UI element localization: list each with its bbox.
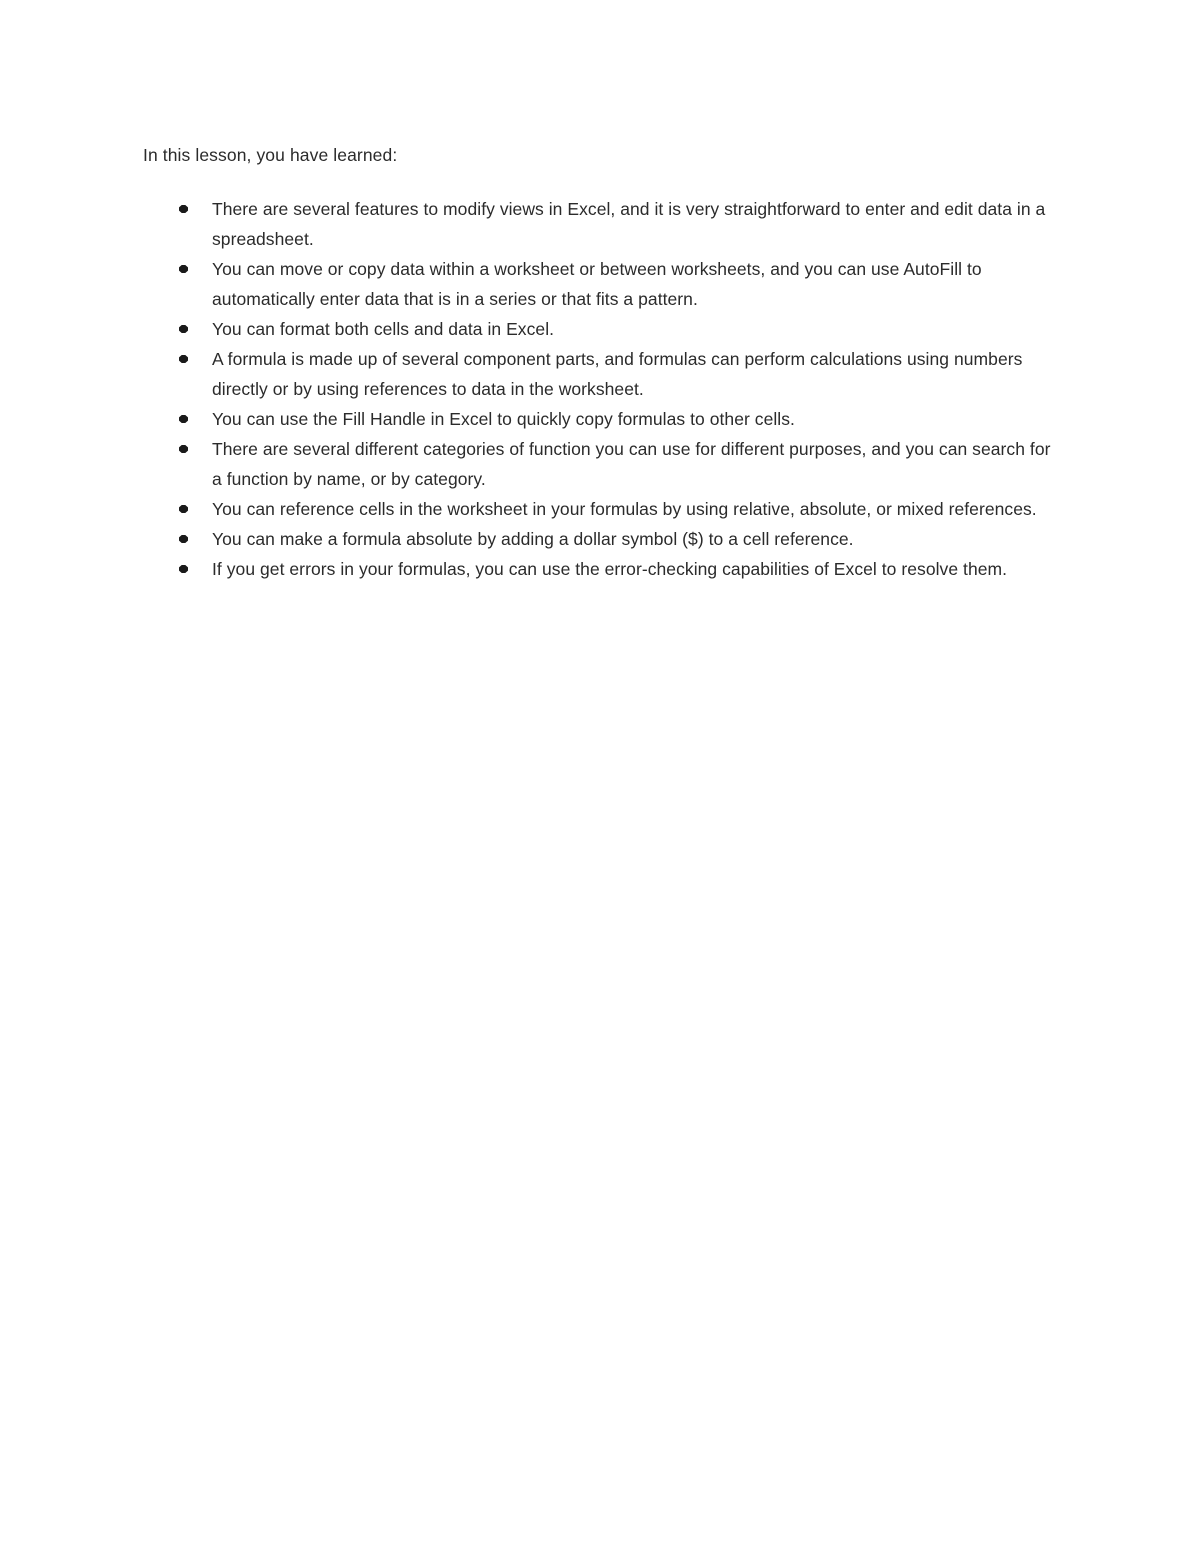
list-item <box>143 494 1063 524</box>
bullet-dot-icon <box>179 445 188 453</box>
bullet-list <box>143 194 1063 584</box>
intro-text: In this lesson, you have learned: <box>143 145 398 165</box>
list-item <box>143 404 1063 434</box>
list-item-text: You can make a formula absolute by adding a dollar symbol ($) to a cell reference. <box>212 529 854 549</box>
bullet-dot-icon <box>179 355 188 363</box>
list-item-text: You can format both cells and data in Excel. <box>212 319 555 339</box>
bullet-dot-icon <box>179 205 188 213</box>
list-item <box>143 344 1063 404</box>
list-item <box>143 434 1063 494</box>
list-item <box>143 314 1063 344</box>
bullet-dot-icon <box>179 265 188 273</box>
list-item <box>143 254 1063 314</box>
lesson-summary <box>143 140 1063 584</box>
list-item <box>143 524 1063 554</box>
list-item-text: You can move or copy data within a worksheet or between worksheets, and you can use AutoFill to automatically enter data that is in a series or that fits a pattern. <box>212 259 982 309</box>
list-item <box>143 554 1063 584</box>
list-item-text: You can use the Fill Handle in Excel to quickly copy formulas to other cells. <box>212 409 795 429</box>
list-item-text: There are several features to modify views in Excel, and it is very straightforward to enter and edit data in a spreadsheet. <box>212 199 1046 249</box>
list-item <box>143 194 1063 254</box>
list-item-text: There are several different categories of function you can use for different purposes, and you can search for a function by name, or by category. <box>212 439 1051 489</box>
bullet-dot-icon <box>179 325 188 333</box>
list-item-text: A formula is made up of several component parts, and formulas can perform calculations using numbers directly or by using references to data in the worksheet. <box>212 349 1023 399</box>
bullet-dot-icon <box>179 505 188 513</box>
bullet-dot-icon <box>179 535 188 543</box>
list-item-text: You can reference cells in the worksheet in your formulas by using relative, absolute, or mixed references. <box>212 499 1037 519</box>
bullet-dot-icon <box>179 415 188 423</box>
bullet-dot-icon <box>179 565 188 573</box>
list-item-text: If you get errors in your formulas, you can use the error-checking capabilities of Excel to resolve them. <box>212 559 1008 579</box>
